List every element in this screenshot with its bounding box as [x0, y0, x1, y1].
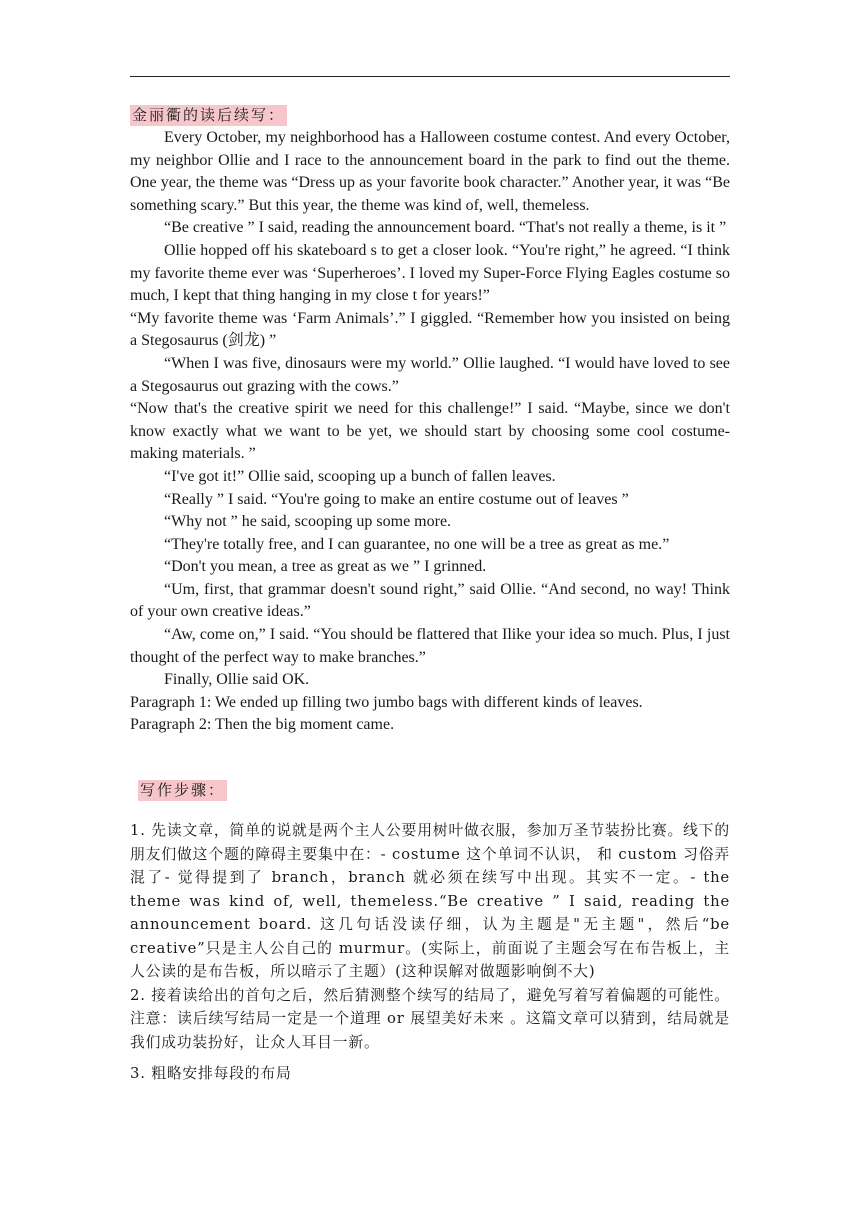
step-3-paragraph: 3. 粗略安排每段的布局: [130, 1065, 292, 1082]
story-paragraph: “Aw, come on,” I said. “You should be flattered that Ilike your idea so much. Plus, I just thought of the perfect way to make branches.”: [130, 626, 730, 666]
story-paragraph: Ollie hopped off his skateboard s to get a closer look. “You're right,” he agreed. “I think my favorite theme ever was ‘Superheroes’. I loved my Super-Force Flying Eagles costume so much, I kept that thing hanging in my close t for years!”: [130, 241, 730, 305]
story-paragraph: Every October, my neighborhood has a Halloween costume contest. And every October, my neighbor Ollie and I race to the announcement board in the park to find out the theme. One year, the theme was “Dress up as your favorite book character.” Another year, it was “Be something scary.” But this year, the theme was kind of, well, themeless.: [130, 129, 730, 214]
story-paragraph: “They're totally free, and I can guarantee, no one will be a tree as great as me.”: [164, 535, 670, 553]
section-heading-continuation-writing: 金丽衢的读后续写：: [132, 106, 286, 124]
story-paragraph: Paragraph 1: We ended up filling two jumbo bags with different kinds of leaves.: [130, 693, 643, 711]
story-paragraph: “When I was five, dinosaurs were my world.” Ollie laughed. “I would have loved to see a Stegosaurus out grazing with the cows.”: [130, 354, 730, 395]
story-paragraph: “Why not ” he said, scooping up some more.: [164, 513, 452, 531]
story-paragraph: “Don't you mean, a tree as great as we ” I grinned.: [164, 558, 487, 576]
step-2-paragraph: 2. 接着读给出的首句之后，然后猜测整个续写的结局了，避免写着写着偏题的可能性。注意：读后续写结局一定是一个道理 or 展望美好未来 。这篇文章可以猜到，结局就是我们成功装扮好，让众人耳目一新。: [130, 986, 730, 1051]
story-paragraph: “Um, first, that grammar doesn't sound right,” said Ollie. “And second, no way! Think of your own creative ideas.”: [130, 580, 730, 621]
story-text: [130, 127, 730, 737]
story-paragraph: “Now that's the creative spirit we need for this challenge!” I said. “Maybe, since we don't know exactly what we want to be yet, we should start by choosing some cool costume-making materials. ”: [130, 400, 730, 463]
section-heading-writing-steps: 写作步骤：: [140, 781, 226, 799]
story-paragraph: “I've got it!” Ollie said, scooping up a bunch of fallen leaves.: [164, 467, 556, 485]
story-paragraph: Finally, Ollie said OK.: [164, 671, 310, 689]
story-paragraph: Paragraph 2: Then the big moment came.: [130, 716, 395, 734]
story-paragraph: “Really ” I said. “You're going to make an entire costume out of leaves ”: [164, 490, 629, 508]
story-paragraph: “Be creative ” I said, reading the announcement board. “That's not really a theme, is it ”: [164, 219, 727, 237]
header-rule: [130, 76, 730, 77]
step-1-paragraph: 1. 先读文章，简单的说就是两个主人公要用树叶做衣服，参加万圣节装扮比赛。线下的朋友们做这个题的障碍主要集中在：- costume 这个单词不认识， 和 custom 习俗弄混了- 觉得提到了 branch，branch 就必须在续写中出现。其实不一定。- the theme was kind of, well, themeless.“Be creative ” I said, reading the announcement board. 这几句话没读仔细，认为主题是"无主题"，然后“be creative”只是主人公自己的 murmur。(实际上，前面说了主题会写在布告板上，主人公读的是布告板，所以暗示了主题）(这种误解对做题影响倒不大): [130, 822, 730, 980]
writing-steps: [130, 819, 730, 1086]
story-paragraph: “My favorite theme was ‘Farm Animals’.” I giggled. “Remember how you insisted on being a Stegosaurus (剑龙) ”: [130, 309, 730, 350]
